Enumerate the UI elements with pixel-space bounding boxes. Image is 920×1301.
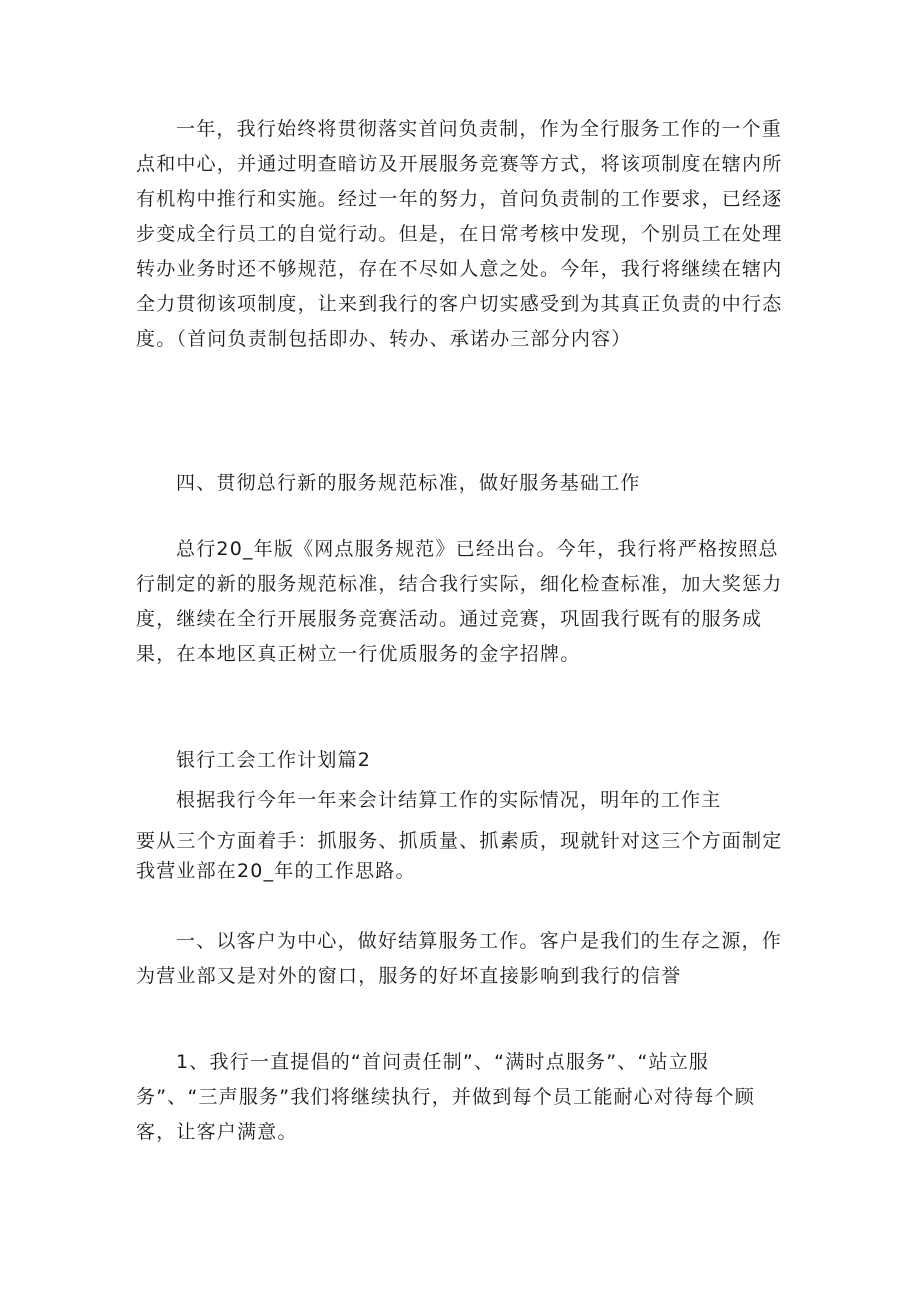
paragraph-three-aspects (136, 826, 786, 886)
chapter-title (136, 745, 786, 775)
text-line: 四、贯彻总行新的服务规范标准，做好服务基础工作 (176, 472, 641, 494)
text-line: 行制定的新的服务规范标准，结合我行实际，细化检查标准，加大奖惩力 (136, 573, 783, 595)
text-line: 客，让客户满意。 (136, 1121, 298, 1143)
paragraph-customer-centered (136, 924, 786, 994)
text-line: 一、以客户为中心，做好结算服务工作。客户是我们的生存之源，作 (176, 930, 783, 952)
text-line: 我营业部在20_年的工作思路。 (136, 860, 416, 882)
text-line: 要从三个方面着手：抓服务、抓质量、抓素质，现就针对这三个方面制定 (136, 830, 783, 852)
text-line: 根据我行今年一年来会计结算工作的实际情况，明年的工作主 (176, 789, 722, 811)
text-line: 果，在本地区真正树立一行优质服务的金字招牌。 (136, 643, 581, 665)
text-line: 银行工会工作计划篇2 (176, 749, 372, 771)
text-line: 点和中心，并通过明查暗访及开展服务竞赛等方式，将该项制度在辖内所 (136, 153, 783, 175)
paragraph-intro-accounting (136, 785, 786, 815)
text-line: 1、我行一直提倡的“首问责任制”、“满时点服务”、“站立服 (176, 1051, 710, 1073)
paragraph-outlet-service-norms (136, 532, 786, 672)
text-line: 全力贯彻该项制度，让来到我行的客户切实感受到为其真正负责的中行态 (136, 293, 783, 315)
text-line: 务”、“三声服务”我们将继续执行，并做到每个员工能耐心对待每个顾 (136, 1086, 755, 1108)
text-line: 为营业部又是对外的窗口，服务的好坏直接影响到我行的信誉 (136, 965, 682, 987)
text-line: 总行20_年版《网点服务规范》已经出台。今年，我行将严格按照总 (176, 538, 779, 560)
text-line: 度，继续在全行开展服务竞赛活动。通过竞赛，巩固我行既有的服务成 (136, 608, 763, 630)
text-line: 有机构中推行和实施。经过一年的努力，首问负责制的工作要求，已经逐 (136, 188, 783, 210)
paragraph-service-items (136, 1045, 786, 1150)
text-line: 度。（首问负责制包括即办、转办、承诺办三部分内容） (136, 328, 632, 350)
paragraph-first-inquiry-responsibility (136, 112, 786, 357)
text-line: 步变成全行员工的自觉行动。但是，在日常考核中发现，个别员工在处理 (136, 223, 783, 245)
section-heading-service-standards (136, 466, 786, 501)
text-line: 一年，我行始终将贯彻落实首问负责制，作为全行服务工作的一个重 (176, 118, 783, 140)
text-line: 转办业务时还不够规范，存在不尽如人意之处。今年，我行将继续在辖内 (136, 258, 783, 280)
